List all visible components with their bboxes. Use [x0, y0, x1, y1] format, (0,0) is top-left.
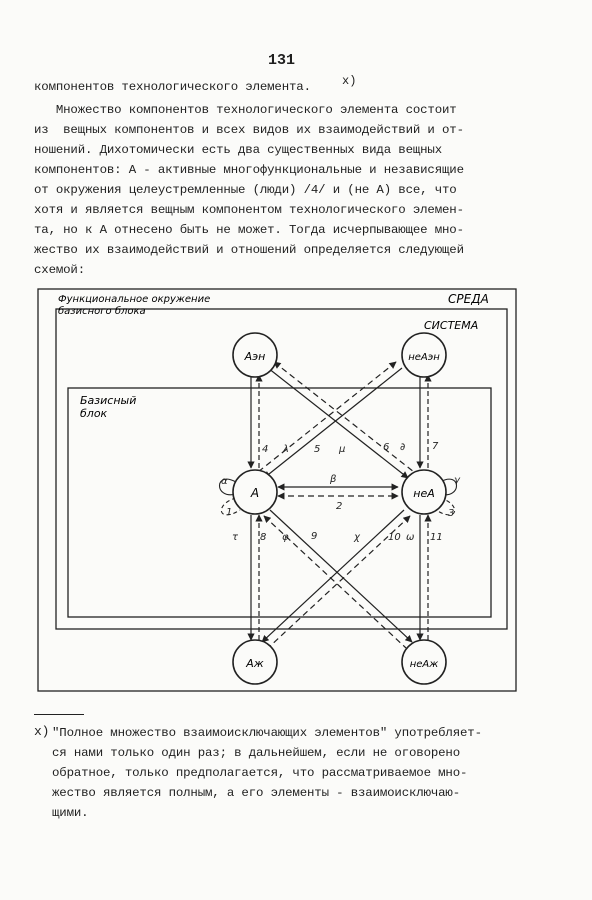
footnote-marker: x) [34, 724, 50, 739]
edge-a-a-zh [251, 515, 259, 640]
svg-text:Аэн: Аэн [244, 350, 266, 363]
label-alpha: α [221, 476, 228, 487]
svg-text:неАж: неАж [409, 659, 439, 670]
body-line-8: та, но к А отнесено быть не может. Тогда исчерпывающее мно- [34, 223, 464, 237]
node-nea [402, 470, 446, 514]
edge-a-nea-zh [264, 510, 415, 648]
label-mu: μ [339, 444, 346, 455]
label-phi: φ [282, 532, 289, 543]
label-1: 1 [226, 507, 233, 518]
label-tau: τ [232, 532, 239, 543]
basic-block-label-line1: Базисный [80, 394, 137, 407]
body-line-1: компонентов технологического элемента. [34, 80, 311, 94]
node-a [233, 470, 277, 514]
body-line-10: схемой: [34, 263, 85, 277]
label-5: 5 [314, 444, 321, 455]
label-lambda: λ [283, 444, 289, 455]
label-8: 8 [260, 532, 267, 543]
edge-a-en-nea [268, 362, 414, 478]
outer-label-line1: Функциональное окружение [58, 294, 211, 305]
label-10: 10 [388, 532, 401, 543]
body-line-6: от окружения целеустремленные (люди) /4/ и (не А) все, что [34, 183, 457, 197]
footnote-line-2: ся нами только один раз; в дальнейшем, если не оговорено [52, 746, 460, 760]
footnote-line-1: "Полное множество взаимоисключающих элементов" употребляет- [52, 726, 482, 740]
node-a-zh [233, 640, 277, 684]
footnote-reference: x) [342, 74, 357, 88]
svg-text:неАэн: неАэн [408, 352, 440, 363]
label-7: 7 [432, 441, 439, 452]
label-partial: ∂ [400, 442, 406, 453]
label-9: 9 [311, 531, 318, 542]
svg-text:неА: неА [413, 487, 435, 500]
label-omega: ω [406, 532, 415, 543]
edge-a-en-a [251, 375, 259, 468]
page-number: 131 [268, 52, 296, 69]
label-3: 3 [448, 508, 455, 519]
svg-text:А: А [250, 486, 260, 500]
edge-nea-en-nea [420, 375, 428, 468]
label-gamma: γ [454, 475, 460, 486]
edge-nea-a-zh [262, 510, 410, 648]
node-nea-en [402, 333, 446, 377]
environment-label: СРЕДА [448, 292, 489, 306]
label-chi: χ [354, 532, 360, 543]
system-label: СИСТЕМА [424, 319, 479, 332]
body-line-4: ношений. Дихотомически есть два существенных вида вещных [34, 143, 442, 157]
node-nea-zh [402, 640, 446, 684]
label-6: 6 [383, 442, 390, 453]
basic-block-label-line2: блок [80, 407, 108, 420]
body-line-2: Множество компонентов технологического элемента состоит [34, 103, 457, 117]
body-line-7: хотя и является вещным компонентом технологического элемен- [34, 203, 464, 217]
edge-a-nea [278, 487, 398, 496]
svg-text:Аж: Аж [246, 657, 264, 670]
footnote-rule [34, 714, 84, 715]
label-beta: β [330, 474, 337, 485]
label-4: 4 [262, 444, 269, 455]
body-line-3: из вещных компонентов и всех видов их взаимодействий и от- [34, 123, 464, 137]
label-11: 11 [430, 532, 443, 543]
footnote-line-5: щими. [52, 806, 89, 820]
body-line-9: жество их взаимодействий и отношений определяется следующей [34, 243, 464, 257]
footnote-line-3: обратное, только предполагается, что рассматриваемое мно- [52, 766, 468, 780]
edge-nea-nea-zh [420, 515, 428, 640]
outer-label-line2: базисного блока [58, 306, 146, 317]
label-2: 2 [336, 501, 343, 512]
node-a-en [233, 333, 277, 377]
edge-nea-en-a [258, 362, 402, 478]
footnote-line-4: жество является полным, а его элементы - взаимоисключаю- [52, 786, 460, 800]
body-line-5: компонентов: А - активные многофункциональные и независящие [34, 163, 464, 177]
